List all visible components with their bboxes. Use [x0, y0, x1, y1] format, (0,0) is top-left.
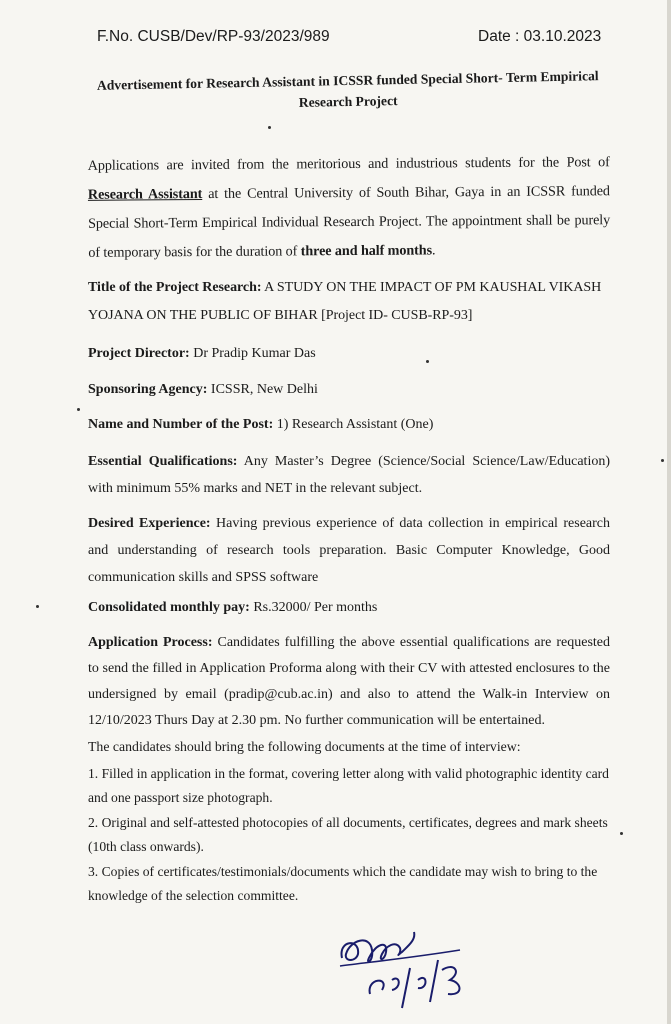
intro-text-2: at the Central University of South Bihar, Gaya in an ICSSR funded Special Short-Term Empirical Individual Research Project. The appointment shall be purely of temporary basis for the duration of: [88, 183, 611, 261]
post-label: Name and Number of the Post:: [88, 417, 274, 432]
document-item: 3. Copies of certificates/testimonials/documents which the candidate may wish to bring to the knowledge of the selection committee.: [88, 864, 598, 903]
handwritten-signature: [330, 910, 490, 1010]
director-label: Project Director:: [88, 346, 190, 361]
qualifications-value: Any Master’s Degree (Science/Social Science/Law/Education) with minimum 55% marks and NET in the relevant subject.: [88, 454, 610, 496]
agency-row: [88, 376, 610, 403]
experience-label: Desired Experience:: [88, 516, 211, 531]
process-row: [88, 630, 610, 734]
project-title-value: A STUDY ON THE IMPACT OF PM KAUSHAL VIKASH YOJANA ON THE PUBLIC OF BIHAR [Project ID- CUSB-RP-93]: [88, 280, 602, 323]
process-label: Application Process:: [88, 635, 213, 650]
pay-label: Consolidated monthly pay:: [88, 600, 250, 615]
file-number: F.No. CUSB/Dev/RP-93/2023/989: [97, 28, 330, 45]
director-value: Dr Pradip Kumar Das: [189, 346, 316, 361]
pay-row: [88, 594, 610, 621]
post-value: 1) Research Assistant (One): [273, 417, 434, 432]
pay-value: Rs.32000/ Per months: [249, 600, 378, 615]
speck: [77, 408, 80, 411]
speck: [661, 459, 664, 462]
documents-intro: The candidates should bring the following documents at the time of interview:: [88, 739, 521, 754]
speck: [36, 605, 39, 608]
document-item: 2. Original and self-attested photocopies of all documents, certificates, degrees and mark sheets (10th class onwards).: [88, 815, 608, 854]
intro-paragraph: [88, 148, 611, 268]
document-item: 1. Filled in application in the format, covering letter along with valid photographic identity card and one passport size photograph.: [88, 766, 609, 805]
agency-label: Sponsoring Agency:: [88, 382, 208, 397]
experience-row: [88, 510, 610, 591]
intro-text-1: Applications are invited from the meritorious and industrious students for the Post of: [87, 154, 610, 174]
intro-post-name: Research Assistant: [87, 186, 203, 203]
speck: [268, 126, 271, 129]
process-value: Candidates fulfilling the above essential qualifications are requested to send the filled in Application Proforma along with their CV with attested enclosures to the undersigned by email (pradip@cub.ac.in) and also to attend the Walk-in Interview on 12/10/2023 Thurs Day at 2.30 pm. No further communication will be entertained.: [88, 635, 610, 728]
project-title-row: [88, 274, 610, 330]
intro-text-3: .: [431, 242, 436, 259]
speck: [620, 832, 623, 835]
director-row: [88, 340, 610, 367]
qualifications-row: [88, 448, 610, 502]
agency-value: ICSSR, New Delhi: [207, 382, 318, 397]
advertisement-title: Advertisement for Research Assistant in ICSSR funded Special Short- Term Empirical Research Project: [96, 68, 599, 110]
intro-duration: three and half months: [300, 242, 433, 260]
experience-value: Having previous experience of data collection in empirical research and understanding of research tools preparation. Basic Computer Knowledge, Good communication skills and SPSS software: [88, 516, 610, 585]
qualifications-label: Essential Qualifications:: [88, 454, 238, 469]
page-edge-shadow: [667, 0, 671, 1024]
speck: [426, 360, 429, 363]
project-title-label: Title of the Project Research:: [88, 280, 262, 295]
post-row: [88, 411, 610, 438]
document-date: Date : 03.10.2023: [478, 28, 602, 45]
